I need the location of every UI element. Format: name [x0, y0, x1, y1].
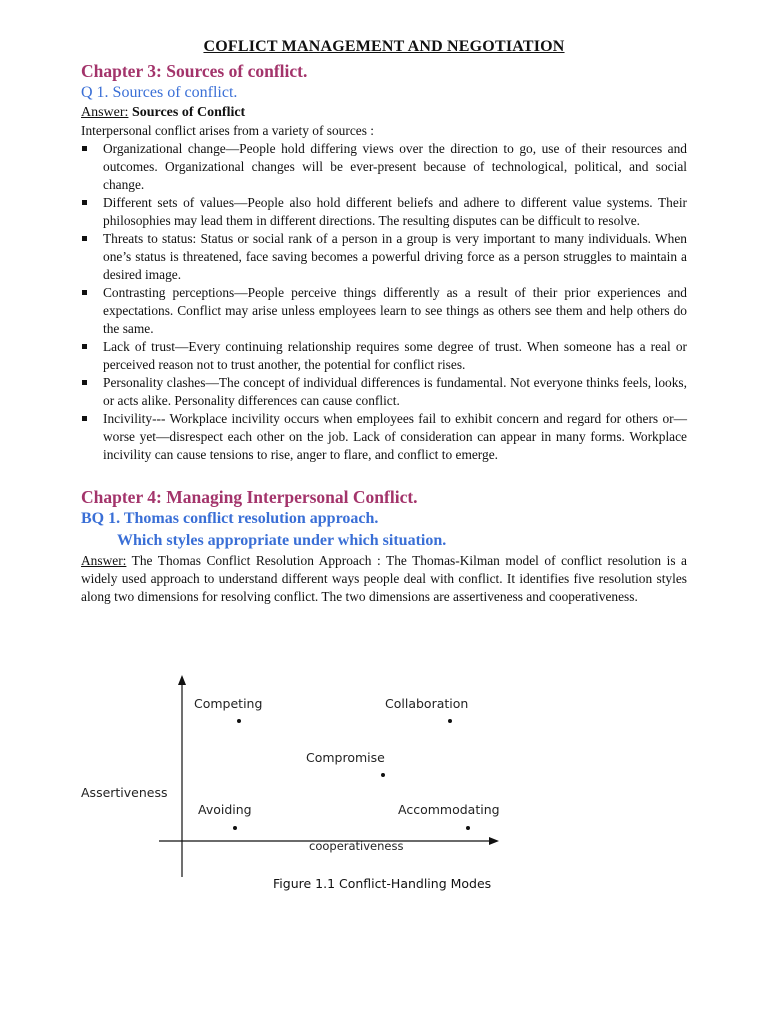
sources-list	[81, 140, 687, 464]
list-item: Lack of trust—Every continuing relationship requires some degree of trust. When someone has a real or perceived reason not to trust another, the potential for conflict rises.	[81, 338, 687, 374]
chapter-3-answer-line	[81, 104, 687, 122]
chapter-3-intro: Interpersonal conflict arises from a variety of sources :	[81, 123, 374, 138]
y-axis-label: Assertiveness	[81, 785, 168, 800]
answer-heading: Sources of Conflict	[131, 105, 246, 120]
bullet-icon	[82, 344, 87, 349]
bullet-icon	[82, 200, 87, 205]
answer-text: The Thomas Conflict Resolution Approach : The Thomas-Kilman model of conflict resolution is a widely used approach to understand different ways people deal with conflict. It identifies five resolution styles along two dimensions for resolving conflict. The two dimensions are assertiveness and cooperativeness.	[81, 553, 688, 604]
question-text: 1. Thomas conflict resolution approach.	[108, 510, 379, 527]
list-item: Different sets of values—People also hold different beliefs and adhere to different value systems. Their philosophies may lead them in different directions. The resulting disputes can be difficult to resolve.	[81, 194, 687, 230]
accommodating-label: Accommodating	[398, 802, 500, 817]
document-title: COFLICT MANAGEMENT AND NEGOTIATION	[203, 38, 565, 55]
conflict-modes-figure	[81, 672, 521, 902]
list-item: Organizational change—People hold differing views over the direction to go, use of their resources and outcomes. Organizational changes will be ever-present because of technological, political, and social change.	[81, 140, 687, 194]
bullet-icon	[82, 380, 87, 385]
bullet-icon	[82, 290, 87, 295]
compromise-point	[381, 773, 385, 777]
chapter-4-question	[81, 508, 687, 530]
chapter-3-question: Q 1. Sources of conflict.	[81, 84, 238, 101]
list-item: Threats to status: Status or social rank of a person in a group is very important to many individuals. When one’s status is threatened, face saving becomes a powerful driving force as a person struggles to maintain a desired image.	[81, 230, 687, 284]
avoiding-point	[233, 826, 237, 830]
document-page	[81, 38, 687, 606]
bullet-icon	[82, 416, 87, 421]
collaboration-point	[448, 719, 452, 723]
list-item: Personality clashes—The concept of individual differences is fundamental. Not everyone thinks feels, looks, or acts alike. Personality differences can cause conflict.	[81, 374, 687, 410]
x-axis-arrow-icon	[489, 837, 499, 845]
answer-label: Answer:	[81, 553, 127, 568]
chapter-3-heading: Chapter 3: Sources of conflict.	[81, 61, 308, 81]
avoiding-label: Avoiding	[198, 802, 252, 817]
competing-label: Competing	[194, 696, 263, 711]
question-prefix: BQ	[81, 510, 105, 527]
accommodating-point	[466, 826, 470, 830]
y-axis-arrow-icon	[178, 675, 186, 685]
chapter-4-answer	[81, 552, 687, 606]
chapter-4-question-line-2: Which styles appropriate under which situation.	[117, 532, 447, 549]
chapter-4-heading: Chapter 4: Managing Interpersonal Conflict.	[81, 487, 418, 507]
x-axis-label: cooperativeness	[309, 839, 404, 853]
list-item: Contrasting perceptions—People perceive things differently as a result of their prior experiences and expectations. Conflict may arise unless employees learn to see things as others see them and help others do the same.	[81, 284, 687, 338]
bullet-icon	[82, 236, 87, 241]
competing-point	[237, 719, 241, 723]
collaboration-label: Collaboration	[385, 696, 469, 711]
list-item: Incivility--- Workplace incivility occurs when employees fail to exhibit concern and regard for others or—worse yet—disrespect each other on the job. Lack of consideration can appear in many forms. Workplace incivility can cause tensions to rise, anger to flare, and conflict to emerge.	[81, 410, 687, 464]
bullet-icon	[82, 146, 87, 151]
answer-label: Answer:	[81, 105, 129, 120]
compromise-label: Compromise	[306, 750, 385, 765]
figure-caption: Figure 1.1 Conflict-Handling Modes	[273, 876, 492, 891]
